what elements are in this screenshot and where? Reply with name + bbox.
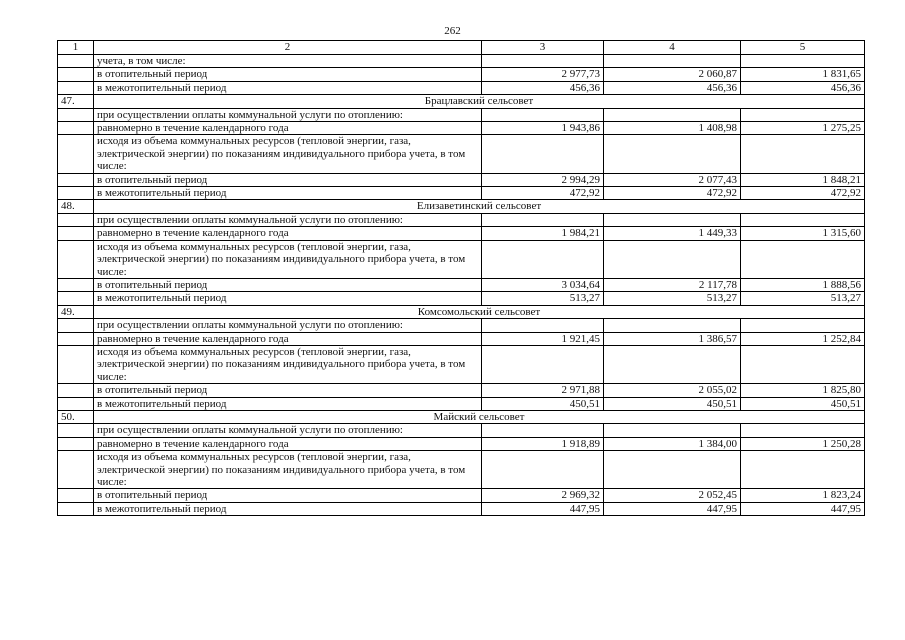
row-label: при осуществлении оплаты коммунальной услуги по отоплению:	[94, 319, 482, 332]
table-row	[58, 437, 865, 450]
row-label: равномерно в течение календарного года	[94, 122, 482, 135]
header-col-2: 2	[94, 41, 482, 55]
header-col-3: 3	[482, 41, 604, 55]
table-row	[58, 502, 865, 515]
row-label: равномерно в течение календарного года	[94, 332, 482, 345]
value-cell: 513,27	[741, 292, 865, 305]
table-row	[58, 135, 865, 173]
value-cell: 1 921,45	[482, 332, 604, 345]
value-cell	[741, 240, 865, 278]
value-cell	[482, 451, 604, 489]
value-cell: 447,95	[482, 502, 604, 515]
table-row	[58, 227, 865, 240]
table-row	[58, 55, 865, 68]
value-cell: 1 449,33	[604, 227, 741, 240]
row-number-cell	[58, 187, 94, 200]
value-cell: 456,36	[482, 81, 604, 94]
value-cell: 2 117,78	[604, 278, 741, 291]
value-cell: 1 825,80	[741, 384, 865, 397]
row-label: в межотопительный период	[94, 502, 482, 515]
value-cell: 2 977,73	[482, 68, 604, 81]
table-row	[58, 108, 865, 121]
value-cell: 472,92	[741, 187, 865, 200]
value-cell: 456,36	[604, 81, 741, 94]
value-cell	[482, 213, 604, 226]
row-number-cell	[58, 332, 94, 345]
table-row	[58, 332, 865, 345]
value-cell	[482, 424, 604, 437]
row-number-cell	[58, 81, 94, 94]
value-cell	[604, 213, 741, 226]
table-row	[58, 451, 865, 489]
value-cell: 472,92	[482, 187, 604, 200]
row-label: в отопительный период	[94, 489, 482, 502]
value-cell: 1 386,57	[604, 332, 741, 345]
row-label: в отопительный период	[94, 68, 482, 81]
value-cell	[741, 55, 865, 68]
value-cell	[604, 319, 741, 332]
row-number-cell	[58, 55, 94, 68]
table-row	[58, 187, 865, 200]
table-row	[58, 319, 865, 332]
value-cell	[741, 319, 865, 332]
value-cell: 1 848,21	[741, 173, 865, 186]
table-row	[58, 345, 865, 383]
row-label: в межотопительный период	[94, 292, 482, 305]
table-row	[58, 489, 865, 502]
value-cell: 1 984,21	[482, 227, 604, 240]
table-row	[58, 240, 865, 278]
value-cell	[604, 135, 741, 173]
value-cell	[741, 135, 865, 173]
row-number-cell	[58, 397, 94, 410]
section-title-row	[58, 410, 865, 423]
row-label: в отопительный период	[94, 384, 482, 397]
value-cell: 456,36	[741, 81, 865, 94]
page-number: 262	[444, 25, 461, 37]
row-label: в отопительный период	[94, 173, 482, 186]
row-number-cell	[58, 278, 94, 291]
row-number-cell	[58, 451, 94, 489]
section-title: Брацлавский сельсовет	[94, 95, 865, 108]
value-cell	[604, 55, 741, 68]
row-label: при осуществлении оплаты коммунальной услуги по отоплению:	[94, 424, 482, 437]
value-cell	[482, 135, 604, 173]
row-number-cell	[58, 319, 94, 332]
value-cell	[482, 55, 604, 68]
row-number-cell	[58, 292, 94, 305]
value-cell: 1 275,25	[741, 122, 865, 135]
section-title: Комсомольский сельсовет	[94, 305, 865, 318]
value-cell: 1 384,00	[604, 437, 741, 450]
value-cell: 513,27	[482, 292, 604, 305]
value-cell	[741, 451, 865, 489]
row-label: равномерно в течение календарного года	[94, 437, 482, 450]
value-cell: 2 994,29	[482, 173, 604, 186]
value-cell: 2 969,32	[482, 489, 604, 502]
row-number-cell	[58, 108, 94, 121]
value-cell	[482, 345, 604, 383]
section-number: 50.	[58, 410, 94, 423]
table-row	[58, 122, 865, 135]
value-cell: 2 077,43	[604, 173, 741, 186]
table-row	[58, 173, 865, 186]
row-label: в межотопительный период	[94, 81, 482, 94]
value-cell	[604, 451, 741, 489]
value-cell	[604, 424, 741, 437]
row-number-cell	[58, 424, 94, 437]
section-title: Майский сельсовет	[94, 410, 865, 423]
value-cell: 2 060,87	[604, 68, 741, 81]
row-number-cell	[58, 227, 94, 240]
value-cell	[604, 240, 741, 278]
value-cell: 1 823,24	[741, 489, 865, 502]
value-cell: 1 315,60	[741, 227, 865, 240]
value-cell	[741, 108, 865, 121]
section-title: Елизаветинский сельсовет	[94, 200, 865, 213]
tariff-table	[57, 40, 865, 516]
row-number-cell	[58, 173, 94, 186]
row-label: исходя из объема коммунальных ресурсов (тепловой энергии, газа, электрической энергии) по показаниям индивидуального прибора учета, в том числе:	[94, 345, 482, 383]
row-number-cell	[58, 213, 94, 226]
header-col-5: 5	[741, 41, 865, 55]
value-cell	[741, 424, 865, 437]
row-number-cell	[58, 437, 94, 450]
table-row	[58, 213, 865, 226]
table-row	[58, 424, 865, 437]
value-cell: 2 971,88	[482, 384, 604, 397]
value-cell: 450,51	[482, 397, 604, 410]
value-cell: 2 055,02	[604, 384, 741, 397]
value-cell: 1 831,65	[741, 68, 865, 81]
value-cell	[482, 240, 604, 278]
value-cell: 1 252,84	[741, 332, 865, 345]
value-cell: 450,51	[741, 397, 865, 410]
row-number-cell	[58, 135, 94, 173]
table-row	[58, 278, 865, 291]
row-number-cell	[58, 345, 94, 383]
row-number-cell	[58, 502, 94, 515]
value-cell	[741, 345, 865, 383]
table-header-row	[58, 41, 865, 55]
table-row	[58, 397, 865, 410]
value-cell: 1 250,28	[741, 437, 865, 450]
row-number-cell	[58, 384, 94, 397]
value-cell: 3 034,64	[482, 278, 604, 291]
value-cell	[741, 213, 865, 226]
table-row	[58, 81, 865, 94]
row-number-cell	[58, 489, 94, 502]
value-cell	[482, 108, 604, 121]
value-cell: 1 918,89	[482, 437, 604, 450]
row-label: равномерно в течение календарного года	[94, 227, 482, 240]
table-row	[58, 384, 865, 397]
header-col-4: 4	[604, 41, 741, 55]
section-title-row	[58, 305, 865, 318]
header-col-1: 1	[58, 41, 94, 55]
row-number-cell	[58, 68, 94, 81]
row-label: исходя из объема коммунальных ресурсов (тепловой энергии, газа, электрической энергии) по показаниям индивидуального прибора учета, в том числе:	[94, 135, 482, 173]
section-number: 49.	[58, 305, 94, 318]
row-label: в отопительный период	[94, 278, 482, 291]
value-cell	[604, 108, 741, 121]
table-row	[58, 292, 865, 305]
value-cell: 513,27	[604, 292, 741, 305]
value-cell	[604, 345, 741, 383]
value-cell: 2 052,45	[604, 489, 741, 502]
section-number: 47.	[58, 95, 94, 108]
value-cell: 472,92	[604, 187, 741, 200]
row-label: исходя из объема коммунальных ресурсов (тепловой энергии, газа, электрической энергии) по показаниям индивидуального прибора учета, в том числе:	[94, 240, 482, 278]
value-cell: 1 943,86	[482, 122, 604, 135]
value-cell: 450,51	[604, 397, 741, 410]
value-cell: 447,95	[604, 502, 741, 515]
row-label: при осуществлении оплаты коммунальной услуги по отоплению:	[94, 108, 482, 121]
row-label: учета, в том числе:	[94, 55, 482, 68]
section-title-row	[58, 95, 865, 108]
row-label: в межотопительный период	[94, 187, 482, 200]
row-label: в межотопительный период	[94, 397, 482, 410]
value-cell	[482, 319, 604, 332]
value-cell: 1 888,56	[741, 278, 865, 291]
table-row	[58, 68, 865, 81]
row-label: при осуществлении оплаты коммунальной услуги по отоплению:	[94, 213, 482, 226]
row-number-cell	[58, 240, 94, 278]
value-cell: 1 408,98	[604, 122, 741, 135]
value-cell: 447,95	[741, 502, 865, 515]
section-number: 48.	[58, 200, 94, 213]
section-title-row	[58, 200, 865, 213]
row-label: исходя из объема коммунальных ресурсов (тепловой энергии, газа, электрической энергии) по показаниям индивидуального прибора учета, в том числе:	[94, 451, 482, 489]
row-number-cell	[58, 122, 94, 135]
